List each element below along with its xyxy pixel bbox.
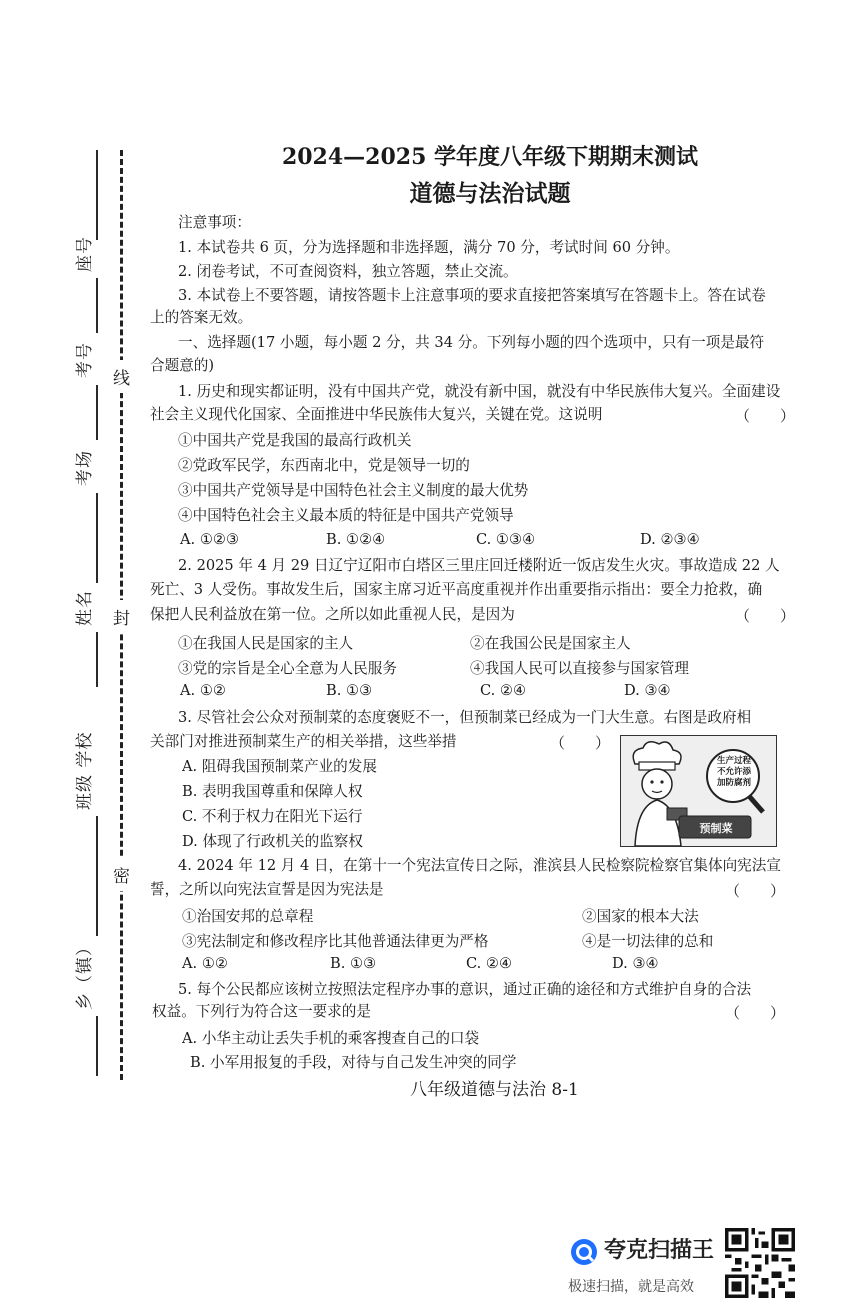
q5-option-b[interactable]: B. 小军用报复的手段，对待与自己发生冲突的同学: [190, 1054, 517, 1071]
q2-option-a[interactable]: A. ①②: [180, 682, 226, 699]
q4-item-3: ③宪法制定和修改程序比其他普通法律更为严格: [182, 933, 489, 950]
binding-line-top: [96, 150, 98, 240]
notice-item-3: 3. 本试卷上不要答题，请按答题卡上注意事项的要求直接把答案填写在答题卡上。答在试卷: [178, 287, 766, 304]
q4-option-a[interactable]: A. ①②: [182, 955, 228, 972]
notice-item-2: 2. 闭卷考试，不可查阅资料，独立答题，禁止交流。: [178, 263, 518, 280]
q3-option-d[interactable]: D. 体现了行政机关的监察权: [182, 833, 363, 850]
q1-answer-blank[interactable]: （ ）: [735, 407, 796, 425]
q2-stem-cont-2: 保把人民利益放在第一位。之所以如此重视人民，是因为: [150, 606, 515, 623]
exam-no-label: 考号: [75, 342, 95, 378]
notice-heading: 注意事项：: [178, 214, 251, 231]
class-school-blank[interactable]: [96, 816, 98, 936]
exam-no-blank[interactable]: [96, 385, 98, 440]
q3-option-c[interactable]: C. 不利于权力在阳光下运行: [182, 808, 363, 825]
q3-answer-blank[interactable]: （ ）: [550, 734, 611, 752]
q2-option-c[interactable]: C. ②④: [480, 682, 527, 699]
q1-stem-cont: 社会主义现代化国家、全面推进中华民族伟大复兴，关键在党。这说明: [150, 406, 603, 423]
notice-item-3-cont: 上的答案无效。: [150, 309, 253, 326]
seat-blank[interactable]: [96, 278, 98, 333]
scanner-brand-name: 夸克扫描王: [604, 1238, 715, 1263]
q2-item-4: ④我国人民可以直接参与国家管理: [470, 660, 689, 677]
cartoon-product-label: 预制菜: [699, 822, 733, 835]
q3-option-b[interactable]: B. 表明我国尊重和保障人权: [182, 783, 363, 800]
seal-xian: 线: [113, 360, 130, 393]
q4-item-1: ①治国安邦的总章程: [182, 908, 314, 925]
q1-option-a[interactable]: A. ①②③: [180, 531, 240, 548]
section1-instruction-cont: 合题意的): [150, 357, 215, 374]
q1-option-d[interactable]: D. ②③④: [640, 531, 700, 548]
q4-item-4: ④是一切法律的总和: [582, 933, 714, 950]
q4-stem: 4. 2024 年 12 月 4 日，在第十一个宪法宣传日之际，淮滨县人民检察院检察官集体向宪法宣: [178, 857, 781, 874]
q4-option-c[interactable]: C. ②④: [466, 955, 513, 972]
q1-item-2: ②党政军民学，东西南北中，党是领导一切的: [178, 457, 470, 474]
q5-stem-cont: 权益。下列行为符合这一要求的是: [152, 1003, 371, 1020]
q4-stem-cont: 誓，之所以向宪法宣誓是因为宪法是: [150, 881, 384, 898]
q2-option-b[interactable]: B. ①③: [326, 682, 373, 699]
section1-instruction: 一、选择题(17 小题，每小题 2 分，共 34 分。下列每小题的四个选项中，只有一项是最符: [178, 334, 765, 351]
name-blank[interactable]: [96, 632, 98, 687]
q1-item-4: ④中国特色社会主义最本质的特征是中国共产党领导: [178, 507, 514, 524]
q3-option-a[interactable]: A. 阻碍我国预制菜产业的发展: [182, 758, 377, 775]
q2-answer-blank[interactable]: （ ）: [735, 607, 796, 625]
class-school-label: 班级 学校: [75, 731, 95, 810]
q1-option-b[interactable]: B. ①②④: [326, 531, 386, 548]
q1-item-3: ③中国共产党领导是中国特色社会主义制度的最大优势: [178, 482, 529, 499]
q3-stem-cont: 关部门对推进预制菜生产的相关举措，这些举措: [150, 733, 457, 750]
exam-room-blank[interactable]: [96, 493, 98, 583]
q5-stem: 5. 每个公民都应该树立按照法定程序办事的意识，通过正确的途径和方式维护自身的合法: [178, 981, 752, 998]
q2-item-3: ③党的宗旨是全心全意为人民服务: [178, 660, 397, 677]
q4-option-b[interactable]: B. ①③: [330, 955, 377, 972]
q2-stem: 2. 2025 年 4 月 29 日辽宁辽阳市白塔区三里庄回迁楼附近一饭店发生火灾。事故造成 22 人: [178, 557, 780, 574]
q3-stem: 3. 尽管社会公众对预制菜的态度褒贬不一，但预制菜已经成为一门大生意。右图是政府相: [178, 709, 752, 726]
town-blank[interactable]: [96, 1016, 98, 1076]
town-label: 乡（镇）: [75, 938, 95, 1010]
q5-option-a[interactable]: A. 小华主动让丢失手机的乘客搜查自己的口袋: [182, 1030, 480, 1047]
quark-logo-icon: [570, 1238, 598, 1266]
q1-option-c[interactable]: C. ①③④: [476, 531, 536, 548]
q4-answer-blank[interactable]: （ ）: [725, 882, 786, 900]
q2-stem-cont-1: 死亡、3 人受伤。事故发生后，国家主席习近平高度重视并作出重要指示指出：要全力抢救，确: [150, 581, 763, 598]
exam-subtitle: 道德与法治试题: [409, 180, 571, 207]
page-footer: 八年级道德与法治 8-1: [410, 1080, 579, 1100]
seal-mi: 密: [113, 858, 130, 891]
q1-item-1: ①中国共产党是我国的最高行政机关: [178, 432, 412, 449]
q4-option-d[interactable]: D. ③④: [612, 955, 659, 972]
scanner-slogan: 极速扫描，就是高效: [568, 1279, 694, 1295]
q3-cartoon-image: [620, 735, 777, 847]
exam-title: 2024—2025 学年度八年级下期期末测试: [281, 144, 699, 170]
seat-label: 座号: [75, 236, 95, 272]
name-label: 姓名: [75, 590, 95, 626]
notice-item-1: 1. 本试卷共 6 页，分为选择题和非选择题，满分 70 分，考试时间 60 分钟。: [178, 239, 680, 256]
seal-feng: 封: [113, 600, 130, 633]
q2-option-d[interactable]: D. ③④: [624, 682, 671, 699]
q2-item-1: ①在我国人民是国家的主人: [178, 635, 354, 652]
cartoon-bubble-text: 生产过程不允许添加防腐剂: [716, 756, 751, 788]
q5-answer-blank[interactable]: （ ）: [725, 1004, 786, 1022]
q1-stem: 1. 历史和现实都证明，没有中国共产党，就没有新中国，就没有中华民族伟大复兴。全面建设: [178, 383, 781, 400]
q2-item-2: ②在我国公民是国家主人: [470, 635, 631, 652]
exam-room-label: 考场: [75, 450, 95, 486]
q4-item-2: ②国家的根本大法: [582, 908, 699, 925]
qr-code-icon: [725, 1228, 795, 1298]
